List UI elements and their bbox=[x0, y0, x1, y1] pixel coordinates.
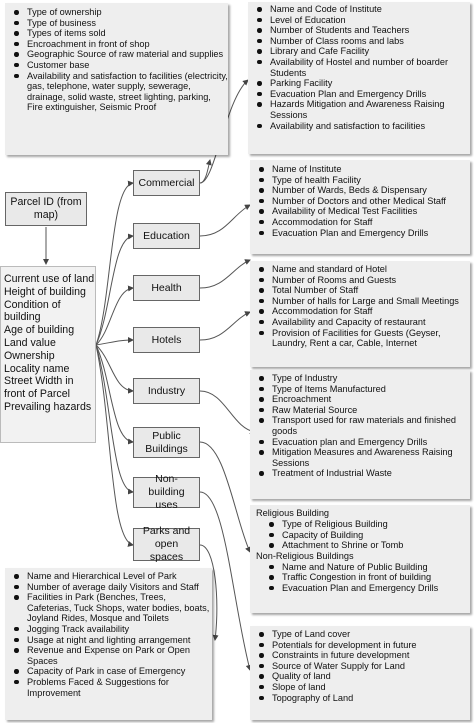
parcel-attributes-box bbox=[0, 266, 96, 443]
category-health bbox=[133, 275, 200, 301]
category-label: Non-building uses bbox=[148, 473, 185, 511]
commercial-detail-item: Geographic Source of raw material and supplies bbox=[27, 49, 228, 60]
hotels-detail-item: Number of Rooms and Guests bbox=[272, 275, 470, 286]
industry-detail-item: Encroachment bbox=[272, 394, 470, 405]
parks-detail-item: Usage at night and lighting arrangement bbox=[27, 635, 212, 646]
attributes-to-commercial-arrow bbox=[96, 183, 133, 345]
industry-detail-item: Evacuation plan and Emergency Drills bbox=[272, 437, 470, 448]
hotels-details-list bbox=[250, 264, 470, 349]
commercial-details-list bbox=[5, 7, 228, 113]
land-detail-item: Potentials for development in future bbox=[272, 640, 470, 651]
land-detail-item: Topography of Land bbox=[272, 693, 470, 704]
parks-detail-item: Name and Hierarchical Level of Park bbox=[27, 571, 212, 582]
education-detail-item: Library and Cafe Facility bbox=[270, 46, 470, 57]
category-commercial bbox=[133, 170, 200, 196]
parks-detail-item: Jogging Track availability bbox=[27, 624, 212, 635]
hotels-detail-item: Availability and Capacity of restaurant bbox=[272, 317, 470, 328]
commercial-detail-item: Customer base bbox=[27, 60, 228, 71]
commercial-details-box bbox=[5, 3, 228, 155]
religious-building-list bbox=[250, 519, 470, 551]
non-religious-building-list bbox=[250, 562, 470, 594]
parks-detail-item: Problems Faced & Suggestions for Improvement bbox=[27, 677, 212, 698]
health-details-list bbox=[250, 164, 470, 238]
industry-detail-item: Type of Items Manufactured bbox=[272, 384, 470, 395]
industry-details-box bbox=[250, 370, 470, 499]
education-detail-item: Number of Students and Teachers bbox=[270, 25, 470, 36]
health-detail-item: Availability of Medical Test Facilities bbox=[272, 206, 470, 217]
category-label: Parks and open spaces bbox=[142, 525, 191, 563]
parcel-attribute-item: Street Width in front of Parcel bbox=[4, 375, 74, 401]
parcel-attribute-item: Age of building bbox=[4, 324, 75, 337]
non-religious-building-title: Non-Religious Buildings bbox=[256, 550, 354, 561]
health-detail-item: Evacuation Plan and Emergency Drills bbox=[272, 228, 470, 239]
religious-building-item: Type of Religious Building bbox=[282, 519, 470, 530]
parcel-attribute-item: Locality name bbox=[4, 362, 70, 375]
industry-detail-item: Type of Industry bbox=[272, 373, 470, 384]
category-label: Education bbox=[143, 229, 190, 242]
parcel-id-label: Parcel ID (from map) bbox=[10, 196, 82, 221]
education-detail-item: Evacuation Plan and Emergency Drills bbox=[270, 89, 470, 100]
category-industry bbox=[133, 378, 200, 404]
hotels-to-hotels-details-arrow bbox=[200, 312, 250, 340]
parks-detail-item: Revenue and Expense on Park or Open Spaces bbox=[27, 645, 212, 666]
industry-detail-item: Transport used for raw materials and finished goods bbox=[272, 415, 470, 436]
land-detail-item: Slope of land bbox=[272, 682, 470, 693]
hotels-detail-item: Provision of Facilities for Guests (Geyser, Laundry, Rent a car, Cable, Internet bbox=[272, 328, 470, 349]
health-to-hotels-details-arrow bbox=[200, 260, 250, 288]
parks-details-box bbox=[5, 568, 212, 720]
land-details-list bbox=[250, 629, 470, 703]
attributes-to-non-building-arrow bbox=[96, 345, 133, 492]
industry-detail-item: Raw Material Source bbox=[272, 405, 470, 416]
parcel-attribute-item: Condition of building bbox=[4, 298, 61, 324]
religious-building-item: Attachment to Shrine or Tomb bbox=[282, 540, 470, 551]
parcel-attribute-item: Ownership bbox=[4, 349, 55, 362]
hotels-detail-item: Total Number of Staff bbox=[272, 285, 470, 296]
attributes-to-health-arrow bbox=[96, 288, 133, 345]
hotels-detail-item: Name and standard of Hotel bbox=[272, 264, 470, 275]
non-religious-building-item: Name and Nature of Public Building bbox=[282, 562, 470, 573]
category-parks-open-spaces bbox=[133, 525, 200, 563]
commercial-detail-item: Types of items sold bbox=[27, 28, 228, 39]
commercial-detail-item: Type of ownership bbox=[27, 7, 228, 18]
non-religious-building-item: Evacuation Plan and Emergency Drills bbox=[282, 583, 470, 594]
parks-detail-item: Facilities in Park (Benches, Trees, Cafeterias, Tuck Shops, water bodies, boats, Joyland Rides, Mosque and Toilets bbox=[27, 592, 212, 624]
health-detail-item: Number of Doctors and other Medical Staff bbox=[272, 196, 470, 207]
health-detail-item: Name of Institute bbox=[272, 164, 470, 175]
parcel-attribute-item: Height of building bbox=[4, 285, 86, 298]
land-detail-item: Type of Land cover bbox=[272, 629, 470, 640]
category-label: Commercial bbox=[138, 176, 195, 189]
land-detail-item: Source of Water Supply for Land bbox=[272, 661, 470, 672]
category-public-buildings bbox=[133, 427, 200, 458]
parcel-attribute-item: Current use of land bbox=[4, 273, 95, 285]
education-detail-item: Level of Education bbox=[270, 15, 470, 26]
land-detail-item: Constraints in future development bbox=[272, 650, 470, 661]
health-detail-item: Number of Wards, Beds & Dispensary bbox=[272, 185, 470, 196]
health-details-box bbox=[250, 160, 470, 254]
industry-details-list bbox=[250, 373, 470, 479]
category-label: Public Buildings bbox=[145, 429, 188, 455]
industry-detail-item: Mitigation Measures and Awareness Raising Sessions bbox=[272, 447, 470, 468]
public-buildings-to-buildings-arrow bbox=[200, 442, 250, 552]
parks-detail-item: Capacity of Park in case of Emergency bbox=[27, 666, 212, 677]
parcel-id-node bbox=[5, 192, 87, 226]
attributes-to-hotels-arrow bbox=[96, 340, 133, 345]
education-to-health-details-arrow bbox=[200, 205, 250, 236]
hotels-detail-item: Number of halls for Large and Small Meetings bbox=[272, 296, 470, 307]
industry-detail-item: Treatment of Industrial Waste bbox=[272, 468, 470, 479]
commercial-detail-item: Type of business bbox=[27, 18, 228, 29]
education-details-box bbox=[248, 2, 470, 154]
industry-to-industry-details-arrow bbox=[200, 391, 255, 432]
education-detail-item: Hazards Mitigation and Awareness Raising Sessions bbox=[270, 99, 470, 120]
education-detail-item: Parking Facility bbox=[270, 78, 470, 89]
health-detail-item: Accommodation for Staff bbox=[272, 217, 470, 228]
education-detail-item: Number of Class rooms and labs bbox=[270, 36, 470, 47]
category-non-building-uses bbox=[133, 473, 200, 511]
parcel-attributes-list bbox=[4, 273, 95, 414]
attributes-to-education-arrow bbox=[96, 236, 133, 345]
attributes-to-public-buildings-arrow bbox=[96, 345, 133, 442]
education-details-list bbox=[248, 4, 470, 131]
parcel-attribute-item: Prevailing hazards bbox=[4, 400, 92, 413]
health-detail-item: Type of health Facility bbox=[272, 175, 470, 186]
hotels-detail-item: Accommodation for Staff bbox=[272, 306, 470, 317]
parks-detail-item: Number of average daily Visitors and Staff bbox=[27, 582, 212, 593]
commercial-detail-item: Encroachment in front of shop bbox=[27, 39, 228, 50]
buildings-details-box bbox=[250, 505, 470, 613]
category-label: Industry bbox=[147, 384, 186, 397]
education-detail-item: Availability of Hostel and number of boarder Students bbox=[270, 57, 470, 78]
category-education bbox=[133, 223, 200, 249]
parks-details-list bbox=[5, 571, 212, 698]
category-hotels bbox=[133, 327, 200, 353]
non-religious-building-item: Traffic Congestion in front of building bbox=[282, 572, 470, 583]
category-label: Health bbox=[151, 281, 182, 294]
education-detail-item: Name and Code of Institute bbox=[270, 4, 470, 15]
religious-building-title: Religious Building bbox=[256, 508, 330, 518]
commercial-detail-item: Availability and satisfaction to facilities (electricity, gas, telephone, water supply, sewerage, drainage, solid waste, street lighting, parking, Fire extinguisher, Seismic Proof bbox=[27, 70, 228, 113]
land-detail-item: Quality of land bbox=[272, 671, 470, 682]
education-detail-item: Availability and satisfaction to facilities bbox=[270, 121, 470, 132]
land-details-box bbox=[250, 626, 470, 720]
religious-building-item: Capacity of Building bbox=[282, 530, 470, 541]
hotels-details-box bbox=[250, 261, 470, 367]
parcel-attribute-item: Land value bbox=[4, 336, 56, 349]
category-label: Hotels bbox=[151, 333, 182, 346]
